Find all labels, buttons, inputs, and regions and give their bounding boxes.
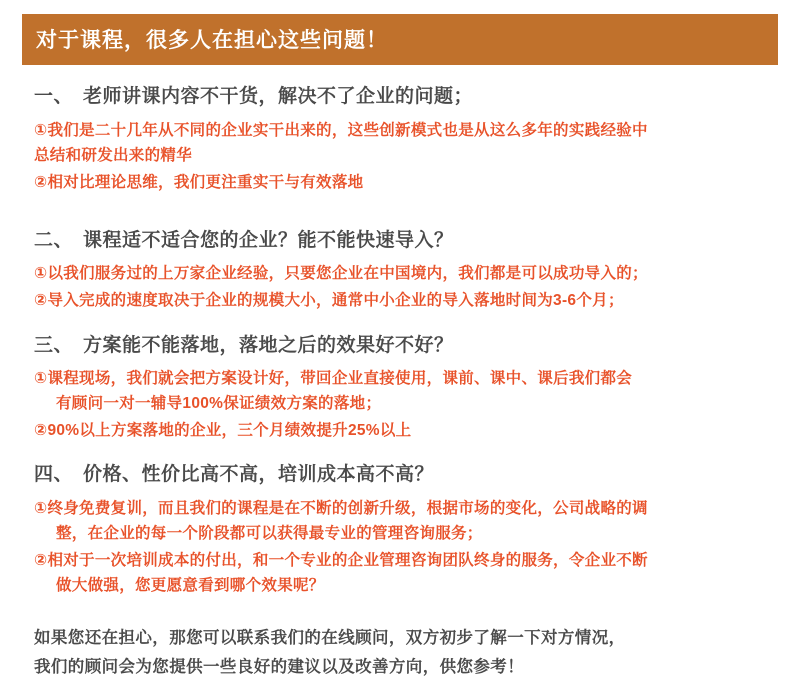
answer-line-1: 相对于一次培训成本的付出，和一个专业的企业管理咨询团队终身的服务，令企业不断 [47,552,648,570]
answer-line-1: 终身免费复训，而且我们的课程是在不断的创新升级，根据市场的变化，公司战略的调 [47,499,648,517]
document-page [0,14,800,689]
question-number: 三、 [34,334,74,356]
answer-list [34,261,770,313]
answer-line-1: 90%以上方案落地的企业，三个月绩效提升25%以上 [47,422,412,440]
question-number: 一、 [34,86,74,107]
list-item [34,548,770,598]
question-text: 课程适不适合您的企业？能不能快速导入？ [83,229,454,251]
qa-block [34,332,770,444]
answer-line-1: 我们是二十几年从不同的企业实干出来的，这些创新模式也是从这么多年的实践经验中 [47,121,648,139]
footer-line-2: 我们的顾问会为您提供一些良好的建议以及改善方向，供您参考！ [34,658,525,677]
question-text: 价格、性价比高不高，培训成本高不高？ [83,464,435,486]
answer-line-1: 导入完成的速度取决于企业的规模大小，通常中小企业的导入落地时间为3-6个月； [47,292,624,310]
answer-marker: ② [34,552,48,570]
answer-marker: ① [34,265,48,283]
list-item [34,496,770,546]
answer-marker: ② [34,173,48,191]
qa-block [34,83,770,195]
question-text: 老师讲课内容不干货，解决不了企业的问题； [83,86,474,107]
question-number: 四、 [34,464,74,486]
answer-marker: ② [34,292,48,310]
list-item [34,170,770,195]
question-text: 方案能不能落地，落地之后的效果好不好？ [83,334,454,356]
answer-list [34,366,770,443]
answer-marker: ② [34,422,48,440]
answer-line-1: 相对比理论思维，我们更注重实干与有效落地 [47,173,364,191]
list-item [34,288,770,313]
answer-list [34,496,770,598]
qa-block [34,227,770,314]
footer-note [34,624,770,682]
answer-marker: ① [34,370,48,388]
spacer [34,197,770,209]
answer-line-1: 以我们服务过的上万家企业经验，只要您企业在中国境内，我们都是可以成功导入的； [47,265,648,283]
banner-title: 对于课程，很多人在担心这些问题！ [22,14,778,65]
document-content [0,83,800,682]
list-item [34,118,770,168]
answer-line-2: 有顾问一对一辅导100%保证绩效方案的落地； [56,395,382,413]
answer-marker: ① [34,499,48,517]
list-item [34,366,770,416]
qa-block [34,461,770,598]
answer-line-2: 整，在企业的每一个阶段都可以获得最专业的管理咨询服务； [56,524,483,542]
question-heading [34,227,770,256]
answer-line-2: 做大做强，您更愿意看到哪个效果呢？ [56,577,325,595]
question-heading [34,83,770,112]
answer-list [34,118,770,195]
footer-line-1: 如果您还在担心，那您可以联系我们的在线顾问，双方初步了解一下对方情况， [34,629,626,648]
list-item [34,261,770,286]
question-heading [34,461,770,490]
answer-line-1: 课程现场，我们就会把方案设计好，带回企业直接使用，课前、课中、课后我们都会 [47,370,633,388]
question-number: 二、 [34,229,74,251]
answer-line-2: 总结和研发出来的精华 [34,146,193,164]
list-item [34,418,770,443]
question-heading [34,332,770,361]
answer-marker: ① [34,121,48,139]
